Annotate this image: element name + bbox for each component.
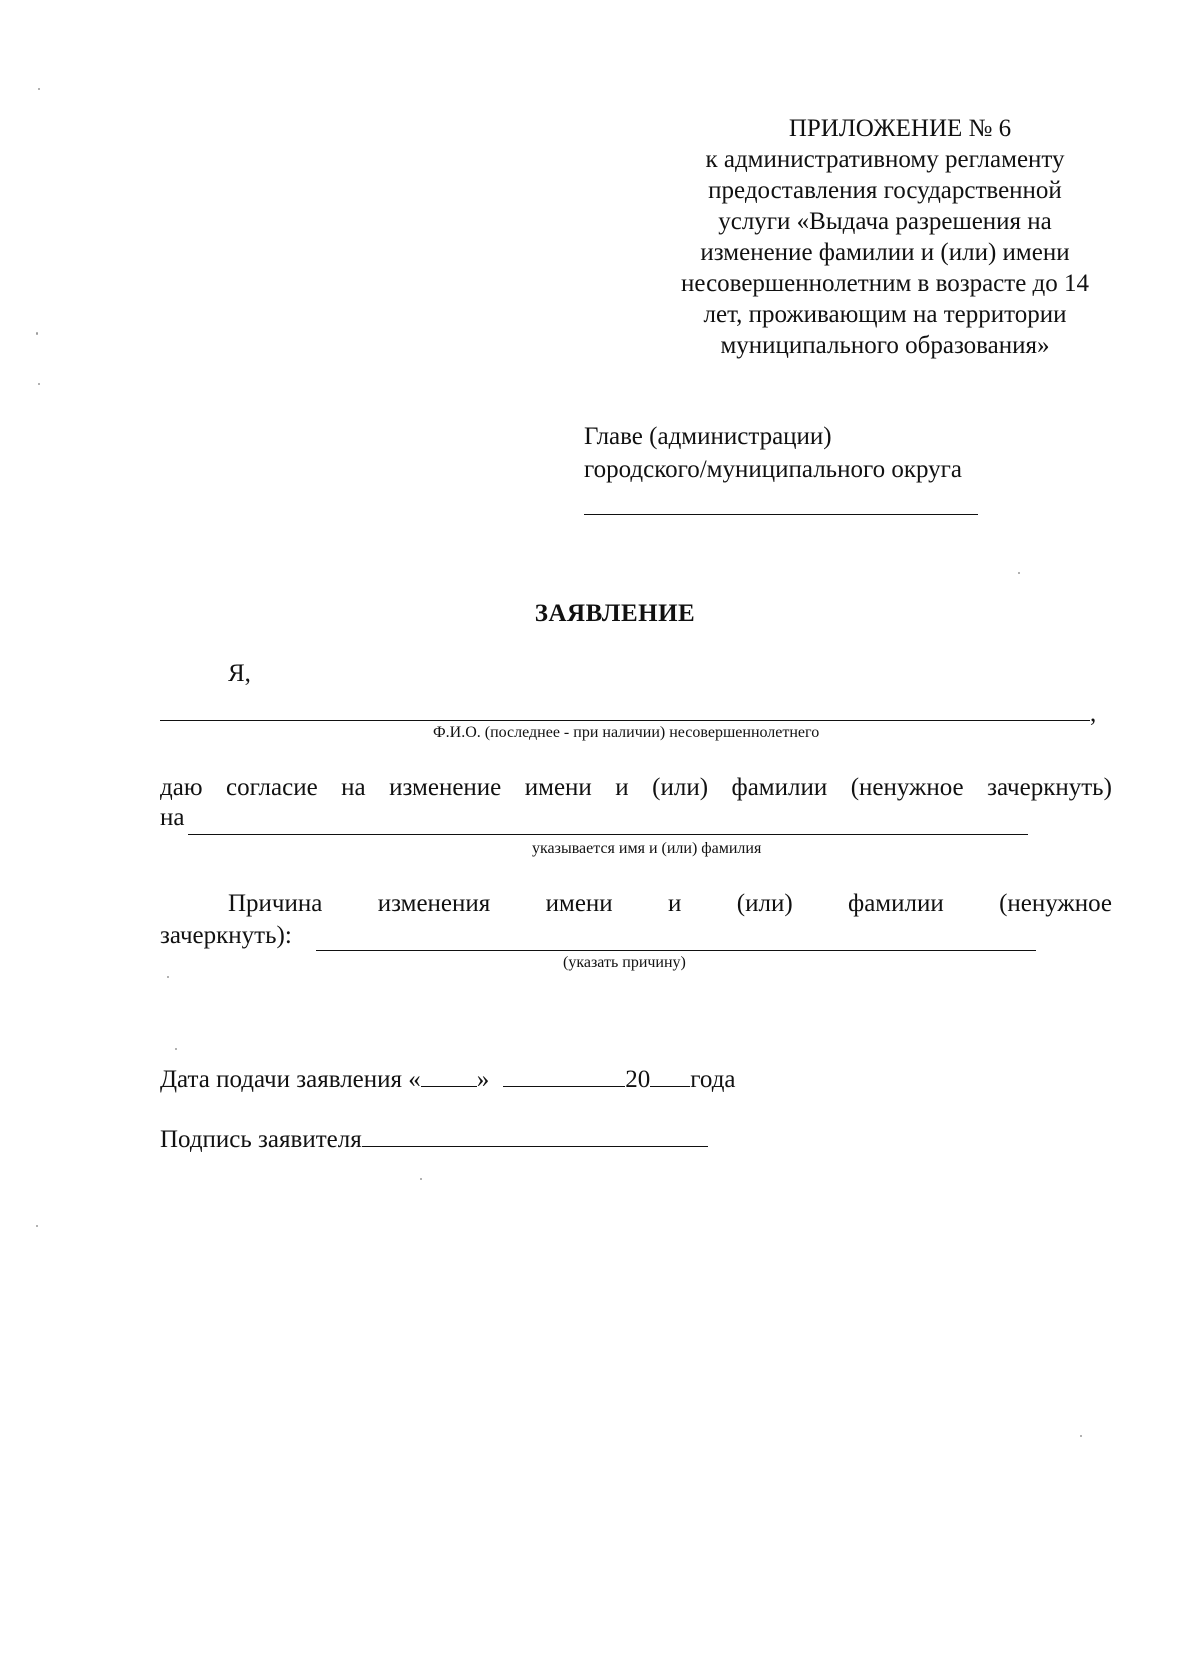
consent-word: согласие [225, 774, 318, 801]
applicant-fio-field[interactable] [160, 720, 1090, 721]
scan-speck [1080, 1435, 1082, 1437]
submission-date-row [160, 1064, 736, 1094]
date-month-field[interactable] [503, 1064, 625, 1087]
consent-paragraph [160, 774, 1112, 802]
appendix-line: изменение фамилии и (или) имени [700, 239, 1070, 266]
reason-second-line: зачеркнуть): [160, 922, 292, 949]
appendix-line: муниципального образования» [720, 332, 1050, 359]
signature-field[interactable] [362, 1124, 708, 1147]
document-title: ЗАЯВЛЕНИЕ [534, 600, 696, 627]
consent-na-label: на [160, 804, 185, 831]
reason-word: (ненужное [999, 890, 1112, 917]
new-name-field[interactable] [188, 834, 1028, 835]
date-quote-close: » [476, 1066, 490, 1093]
signature-row [160, 1124, 708, 1154]
scan-speck [38, 88, 40, 90]
addressee-line-1: Главе (администрации) [584, 423, 832, 450]
scan-speck [38, 383, 40, 385]
addressee-block [584, 420, 962, 486]
addressee-name-field[interactable] [584, 514, 978, 515]
applicant-fio-caption: Ф.И.О. (последнее - при наличии) несовершеннолетнего [433, 724, 820, 741]
consent-word: (или) [652, 774, 709, 801]
reason-word: фамилии [848, 890, 944, 917]
scan-speck [36, 332, 38, 335]
scan-speck [36, 1225, 38, 1227]
consent-word: (ненужное [850, 774, 964, 801]
reason-word: и [668, 890, 682, 917]
appendix-line: предоставления государственной [708, 177, 1062, 204]
appendix-header [650, 113, 1120, 361]
reason-first-line [160, 890, 1112, 918]
date-year-prefix: 20 [625, 1066, 651, 1093]
appendix-line: лет, проживающим на территории [703, 301, 1067, 328]
scan-speck [167, 976, 169, 978]
reason-word: изменения [377, 890, 491, 917]
consent-word: имени [524, 774, 592, 801]
appendix-line: несовершеннолетним в возрасте до 14 [680, 270, 1090, 297]
scan-speck [1018, 572, 1020, 574]
appendix-line: к административному регламенту [705, 146, 1065, 173]
reason-field[interactable] [316, 950, 1036, 951]
addressee-line-2: городского/муниципального округа [584, 456, 963, 483]
scan-speck [420, 1178, 422, 1180]
signature-label: Подпись заявителя [160, 1126, 362, 1153]
consent-word: и [615, 774, 629, 801]
consent-word: зачеркнуть) [987, 774, 1112, 801]
date-label: Дата подачи заявления « [160, 1066, 421, 1093]
appendix-line: услуги «Выдача разрешения на [718, 208, 1052, 235]
consent-word: на [341, 774, 366, 801]
reason-paragraph [160, 890, 1112, 918]
new-name-caption: указывается имя и (или) фамилия [532, 840, 762, 857]
date-suffix: года [690, 1066, 736, 1093]
date-day-field[interactable] [421, 1064, 477, 1087]
reason-caption: (указать причину) [563, 954, 686, 971]
reason-word: (или) [736, 890, 793, 917]
reason-word: имени [545, 890, 613, 917]
appendix-title: ПРИЛОЖЕНИЕ № 6 [788, 115, 1012, 142]
consent-first-line [160, 774, 1112, 802]
consent-word: фамилии [731, 774, 828, 801]
consent-word: изменение [389, 774, 502, 801]
reason-word: Причина [228, 890, 323, 917]
applicant-prefix: Я, [228, 660, 251, 687]
consent-word: даю [160, 774, 203, 801]
date-year-field[interactable] [650, 1064, 690, 1087]
applicant-comma: , [1090, 700, 1097, 727]
scan-speck [175, 1048, 177, 1050]
